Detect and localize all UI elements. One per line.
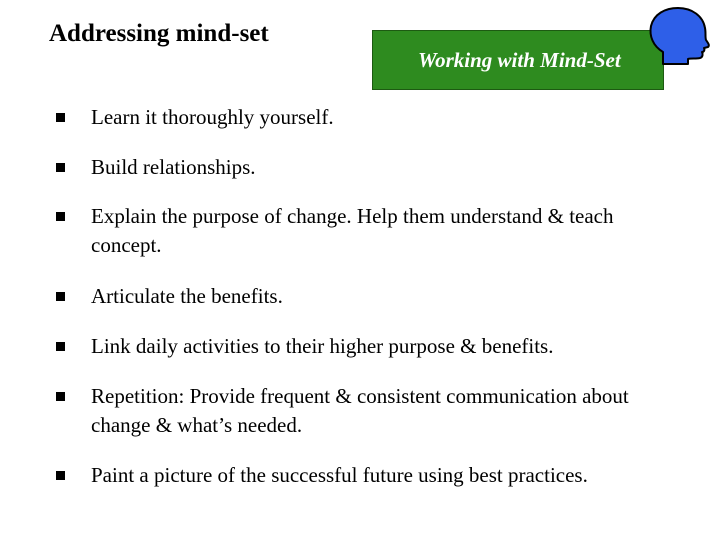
bullet-text: Build relationships.: [91, 155, 256, 179]
bullet-text: Learn it thoroughly yourself.: [91, 105, 334, 129]
bullet-text: Explain the purpose of change. Help them understand & teach concept.: [91, 204, 614, 257]
bullet-item: [56, 282, 676, 311]
bullet-text: Paint a picture of the successful future using best practices.: [91, 463, 588, 487]
bullet-text: Link daily activities to their higher purpose & benefits.: [91, 334, 554, 358]
bullet-square-icon: [56, 292, 65, 301]
bullet-item: [56, 103, 676, 132]
bullet-text: Repetition: Provide frequent & consistent communication about change & what’s needed.: [91, 384, 629, 437]
bullet-square-icon: [56, 342, 65, 351]
bullet-item: [56, 202, 676, 260]
bullet-square-icon: [56, 471, 65, 480]
bullet-square-icon: [56, 113, 65, 122]
silhouette-head-icon: [645, 6, 711, 66]
slide-title: Addressing mind-set: [49, 20, 269, 47]
bullet-text: Articulate the benefits.: [91, 284, 283, 308]
bullet-item: [56, 332, 676, 361]
bullet-square-icon: [56, 212, 65, 221]
bullet-item: [56, 382, 676, 440]
bullet-square-icon: [56, 392, 65, 401]
bullet-item: [56, 461, 676, 490]
bullet-item: [56, 153, 676, 182]
bullet-square-icon: [56, 163, 65, 172]
banner-label: Working with Mind-Set: [418, 48, 621, 72]
